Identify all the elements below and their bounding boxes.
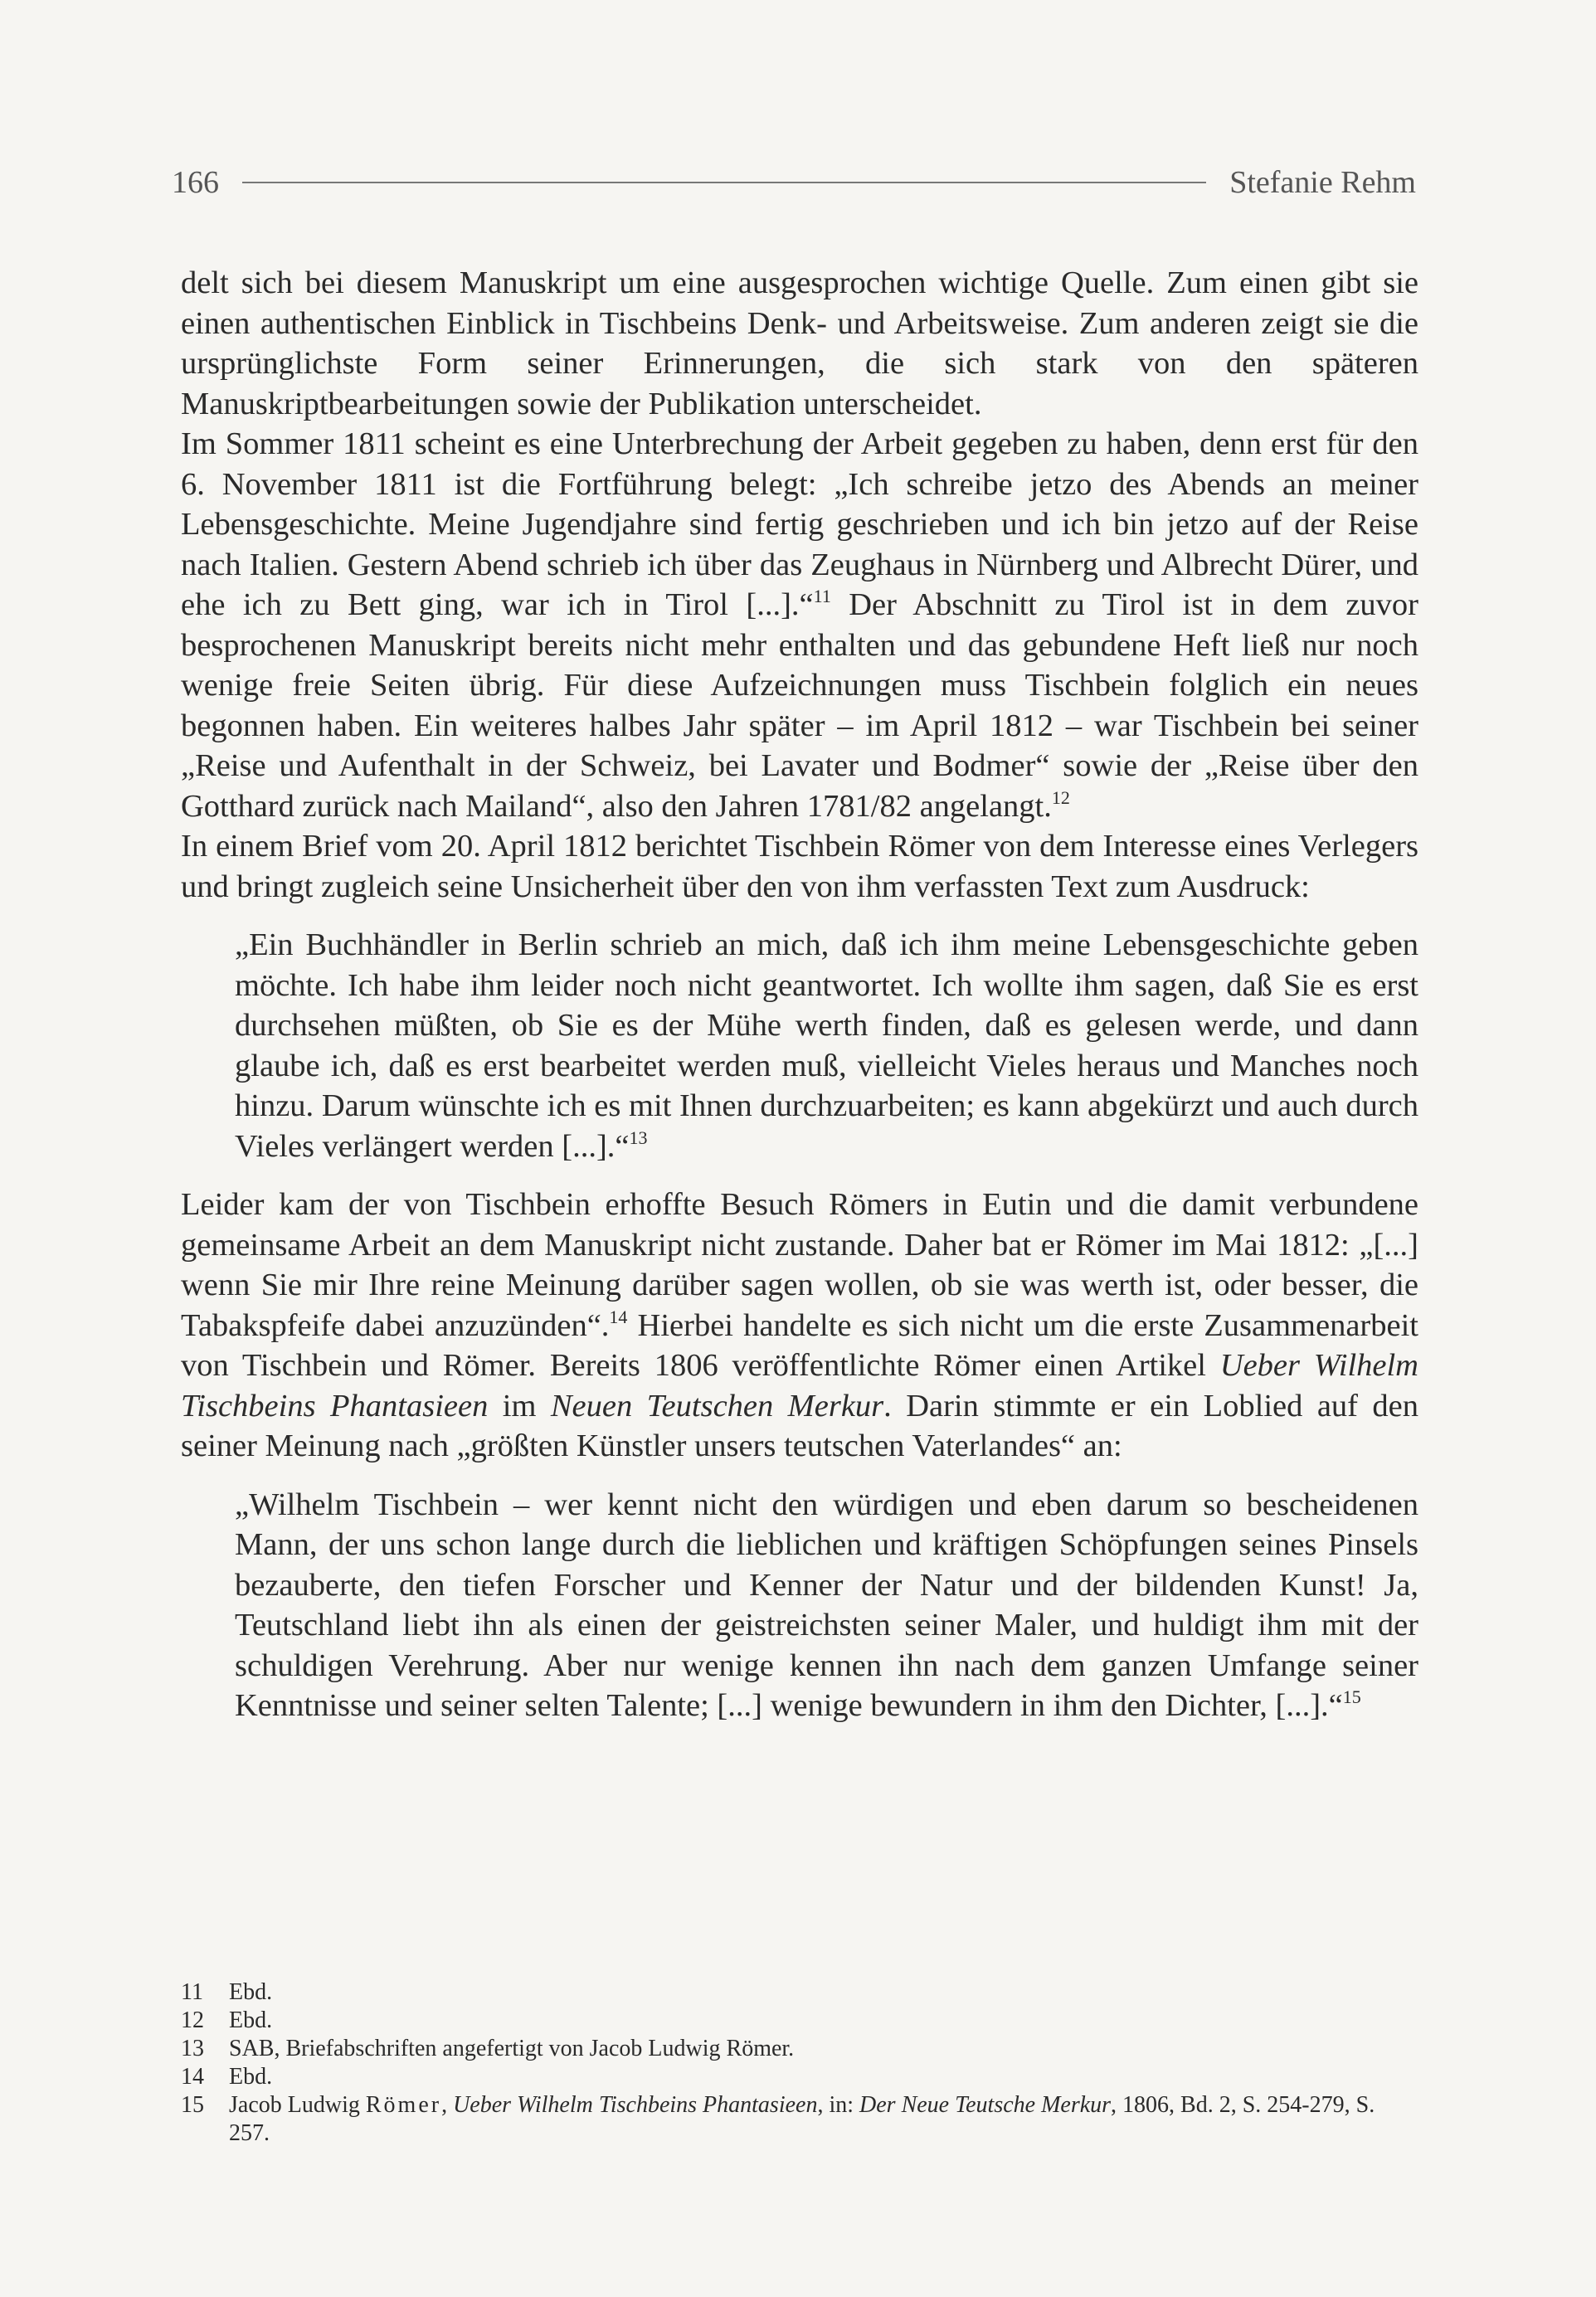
footnote-text: Ebd. bbox=[229, 2007, 273, 2033]
author-surname: Römer bbox=[365, 2092, 442, 2118]
author-name: Stefanie Rehm bbox=[1229, 165, 1416, 200]
footnote-ref[interactable]: 11 bbox=[813, 586, 831, 606]
running-header bbox=[172, 158, 1416, 207]
text-span: , bbox=[441, 2092, 454, 2118]
text-span: Der Abschnitt zu Tirol ist in dem zuvor besprochenen Manuskript bereits nicht mehr enthalten und das gebundene Heft ließ nur noch wenige freie Seiten übrig. Für diese Aufzeichnungen muss Tischbein folglich ein neues begonnen haben. Ein weiteres halbes Jahr später – im April 1812 – war Tischbein bei seiner „Reise und Aufenthalt in der Schweiz, bei Lavater und Bodmer“ sowie der „Reise über den Gotthard zurück nach Mailand“, also den Jahren 1781/82 angelangt. bbox=[181, 587, 1418, 824]
block-quote bbox=[235, 925, 1418, 1166]
footnote-number: 13 bbox=[181, 2036, 204, 2061]
italic-title: Der Neue Teutsche Merkur bbox=[859, 2092, 1112, 2118]
page-number: 166 bbox=[172, 165, 219, 200]
text-span: im bbox=[488, 1388, 551, 1423]
paragraph bbox=[181, 424, 1418, 826]
text-span: . Darin stimmte er ein Loblied auf den seiner Meinung nach „größten Künstler unsers teutschen Vaterlandes“ an: bbox=[181, 1388, 1419, 1463]
italic-title: Ueber Wilhelm Tischbeins Phantasieen bbox=[453, 2092, 818, 2118]
header-rule bbox=[242, 182, 1206, 183]
footnote bbox=[181, 2007, 1418, 2035]
footnote-text: SAB, Briefabschriften angefertigt von Jacob Ludwig Römer. bbox=[229, 2036, 795, 2061]
footnote-ref[interactable]: 13 bbox=[629, 1127, 648, 1148]
text-span: Im Sommer 1811 scheint es eine Unterbrechung der Arbeit gegeben zu haben, denn erst für den 6. November 1811 ist die Fortführung belegt: „Ich schreibe jetzo des Abends an meiner Lebensgeschichte. Meine Jugendjahre sind fertig geschrieben und ich bin jetzo auf der Reise nach Italien. Gestern Abend schrieb ich über das Zeughaus in Nürnberg und Albrecht Dürer, und ehe ich zu Bett ging, war ich in Tirol [...].“ bbox=[181, 426, 1418, 622]
footnotes bbox=[181, 1978, 1418, 2148]
footnote-text: Ebd. bbox=[229, 1979, 273, 2005]
footnote-number: 14 bbox=[181, 2064, 204, 2090]
author-name: Jacob Ludwig bbox=[229, 2092, 366, 2118]
paragraph: delt sich bei diesem Manuskript um eine ausgesprochen wichtige Quelle. Zum einen gibt sie einen authentischen Einblick in Tischbeins Denk- und Arbeitsweise. Zum anderen zeigt sie die ursprünglichste Form seiner Erinnerungen, die sich stark von den späteren Manuskriptbearbeitungen sowie der Publikation unterscheidet. bbox=[181, 265, 1418, 421]
block-quote bbox=[235, 1485, 1418, 1726]
footnote bbox=[181, 2091, 1418, 2148]
footnote-number: 11 bbox=[181, 1979, 203, 2005]
footnote-number: 15 bbox=[181, 2092, 204, 2118]
footnote-text bbox=[229, 2091, 1418, 2148]
quote-text: „Wilhelm Tischbein – wer kennt nicht den würdigen und eben darum so bescheidenen Mann, der uns schon lange durch die lieblichen und kräftigen Schöpfungen seines Pinsels bezauberte, den tiefen Forscher und Kenner der Natur und der bildenden Kunst! Ja, Teutschland liebt ihn als einen der geistreichsten seiner Maler, und huldigt ihm mit der schuldigen Verehrung. Aber nur wenige kennen ihn nach dem ganzen Umfange seiner Kenntnisse und seiner selten Talente; [...] wenige bewundern in ihm den Dichter, [...].“ bbox=[235, 1487, 1418, 1723]
paragraph bbox=[181, 1185, 1418, 1467]
italic-title: Neuen Teutschen Merkur bbox=[550, 1388, 884, 1423]
paragraph: In einem Brief vom 20. April 1812 berichtet Tischbein Römer von dem Interesse eines Verlegers und bringt zugleich seine Unsicherheit über den von ihm verfassten Text zum Ausdruck: bbox=[181, 829, 1418, 904]
text-span: , 1806, Bd. 2, S. 254-279, S. 257. bbox=[229, 2092, 1375, 2146]
quote-text: „Ein Buchhändler in Berlin schrieb an mich, daß ich ihm meine Lebensgeschichte geben möchte. Ich habe ihm leider noch nicht geantwortet. Ich wollte ihm sagen, daß Sie es erst durchsehen müßten, ob Sie es der Mühe werth finden, daß es gelesen werde, und dann glaube ich, daß es erst bearbeitet werden muß, vielleicht Vieles heraus und Manches noch hinzu. Darum wünschte ich es mit Ihnen durchzuarbeiten; es kann abgekürzt und auch durch Vieles verlängert werden [...].“ bbox=[235, 927, 1418, 1164]
footnote-ref[interactable]: 15 bbox=[1342, 1686, 1361, 1707]
text-span: Leider kam der von Tischbein erhoffte Besuch Römers in Eutin und die damit verbundene gemeinsame Arbeit an dem Manuskript nicht zustande. Daher bat er Römer im Mai 1812: „[...] wenn Sie mir Ihre reine Meinung darüber sagen wollen, ob sie was werth ist, oder besser, die Tabakspfeife dabei anzuzünden“. bbox=[181, 1187, 1418, 1343]
footnote bbox=[181, 2035, 1418, 2063]
footnote bbox=[181, 2063, 1418, 2091]
footnote-number: 12 bbox=[181, 2007, 204, 2033]
text-span: , in: bbox=[817, 2092, 860, 2118]
footnote bbox=[181, 1978, 1418, 2007]
main-text bbox=[181, 263, 1418, 1745]
footnote-ref[interactable]: 14 bbox=[609, 1306, 628, 1327]
footnote-ref[interactable]: 12 bbox=[1051, 786, 1070, 808]
italic-title: Ueber Wilhelm Tischbeins Phantasieen bbox=[181, 1348, 1418, 1423]
text-span: Hierbei handelte es sich nicht um die erste Zusammenarbeit von Tischbein und Römer. Bereits 1806 veröffentlichte Römer einen Artikel bbox=[181, 1307, 1418, 1383]
footnote-text: Ebd. bbox=[229, 2064, 273, 2090]
